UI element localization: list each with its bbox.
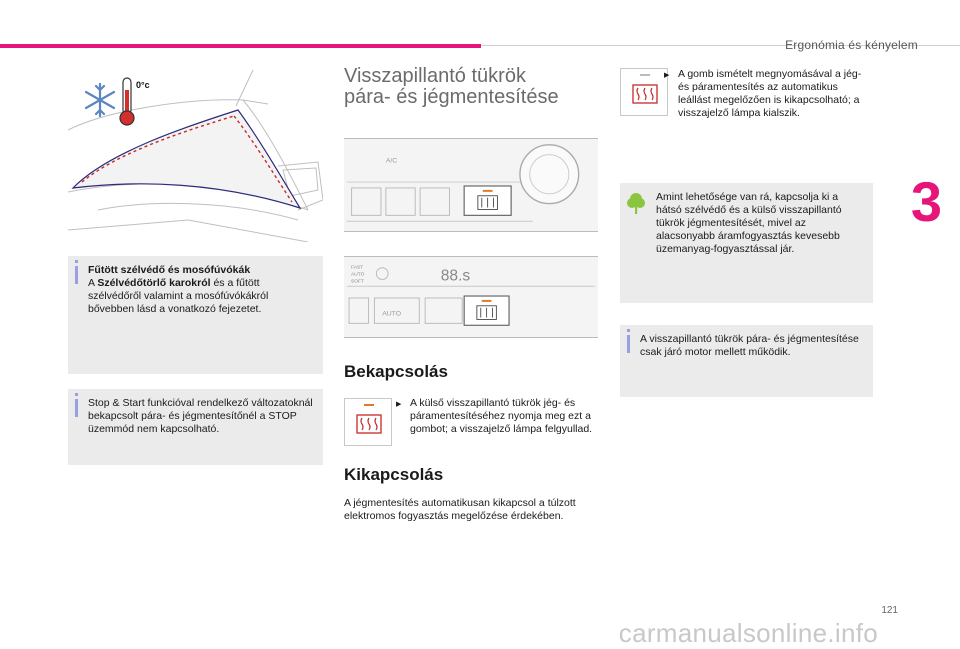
engine-running-note	[620, 325, 873, 397]
chapter-number: 3	[910, 170, 942, 233]
temperature-label: 0°c	[136, 80, 150, 90]
svg-text:AUTO: AUTO	[351, 272, 365, 278]
note-body: Amint lehetősége van rá, kapcsolja ki a hátsó szélvédő és a külső visszapillantó tükrök jégmentesítését, mivel az alacsonyabb áramfogyasztás kevesebb üzemanyag-fogyasztással jár.	[656, 191, 842, 255]
main-title: Visszapillantó tükrök pára- és jégmentesítése	[344, 65, 559, 108]
stop-start-note	[68, 389, 323, 465]
switch-off-step: ▶ A gomb ismételt megnyomásával a jég- és páramentesítés az automatikus leállást megelőzően is kikapcsolható; a visszajelző lámpa kialszik.	[664, 68, 862, 119]
info-marker	[75, 399, 78, 417]
switch-off-text: A jégmentesítés automatikusan kikapcsol a túlzott elektromos fogyasztás megelőzése érdekében.	[344, 497, 576, 522]
mirror-defrost-button-icon	[344, 398, 392, 446]
watermark: carmanualsonline.info	[618, 618, 878, 648]
mirror-defrost-icon	[345, 399, 393, 447]
mirror-defrost-button-icon	[620, 68, 668, 116]
indicator-lamp	[364, 404, 374, 406]
note-body: A visszapillantó tükrök pára- és jégmentesítése csak járó motor mellett működik.	[640, 333, 859, 358]
header-accent-bar	[0, 44, 481, 48]
switch-on-step: ▶ A külső visszapillantó tükrök jég- és páramentesítéséhez nyomja meg ezt a gombot; a visszajelző lámpa felgyullad.	[396, 397, 593, 435]
page-number: 121	[881, 605, 898, 616]
control-panel-illustration-1	[344, 138, 598, 232]
thermometer-icon	[120, 78, 134, 125]
switch-on-heading: Bekapcsolás	[344, 362, 448, 381]
svg-text:88.s: 88.s	[440, 267, 471, 285]
svg-text:A/C: A/C	[385, 157, 398, 165]
heated-windscreen-illustration	[68, 70, 323, 242]
indicator-lamp	[640, 74, 650, 76]
triangle-right-icon: ▶	[396, 401, 402, 408]
control-panel-illustration-2	[344, 256, 598, 338]
svg-text:FAST: FAST	[351, 265, 364, 271]
info-marker	[627, 335, 630, 353]
mirror-defrost-icon	[621, 69, 669, 117]
note-body: Stop & Start funkcióval rendelkező változatoknál bekapcsolt pára- és jégmentesítőnél a STOP üzemmód nem kapcsolható.	[88, 397, 313, 435]
svg-text:AUTO: AUTO	[382, 310, 402, 318]
eco-note	[620, 183, 873, 303]
snowflake-icon	[86, 84, 114, 116]
note-body: A Szélvédőtörlő karokról és a fűtött szélvédőről valamint a mosófúvókákról bővebben lásd a vonatkozó fejezetet.	[88, 277, 269, 315]
info-marker	[75, 266, 78, 284]
switch-off-heading: Kikapcsolás	[344, 465, 444, 484]
section-title: Ergonómia és kényelem	[785, 38, 918, 52]
tree-icon	[627, 192, 645, 214]
note-title: Fűtött szélvédő és mosófúvókák	[88, 264, 251, 276]
svg-text:SOFT: SOFT	[351, 279, 364, 285]
triangle-right-icon: ▶	[664, 72, 670, 79]
heated-windscreen-note	[68, 256, 323, 374]
